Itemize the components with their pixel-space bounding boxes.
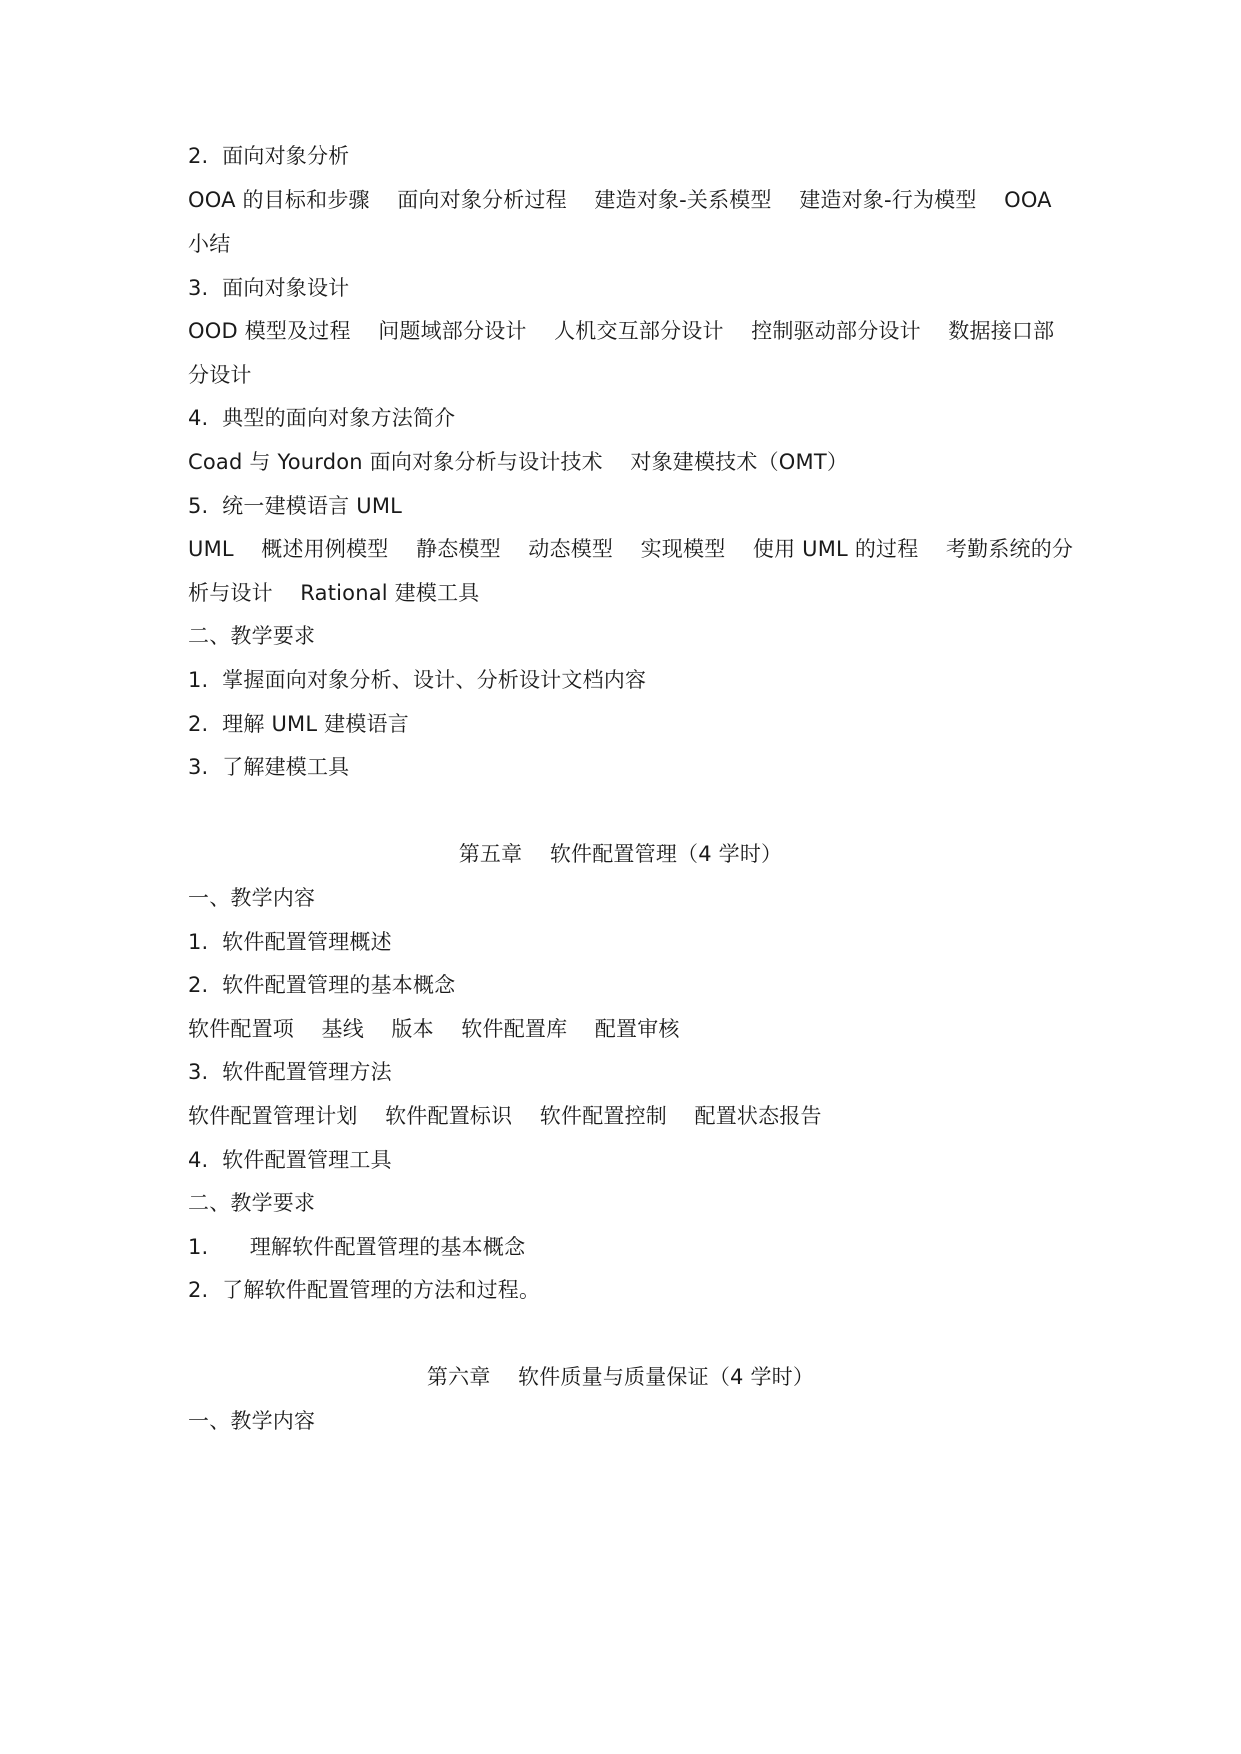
- subsection-heading: 二、教学要求: [188, 1191, 316, 1215]
- body-text: Coad 与 Yourdon 面向对象分析与设计技术 对象建模技术（OMT）: [188, 450, 849, 474]
- body-text: 软件配置管理计划 软件配置标识 软件配置控制 配置状态报告: [188, 1104, 822, 1128]
- section-heading: 4. 软件配置管理工具: [188, 1148, 392, 1172]
- body-text: UML 概述用例模型 静态模型 动态模型 实现模型 使用 UML 的过程 考勤系统的分: [188, 537, 1074, 561]
- subsection-heading: 一、教学内容: [188, 886, 316, 910]
- list-item: 2. 了解软件配置管理的方法和过程。: [188, 1278, 541, 1302]
- body-text: OOD 模型及过程 问题域部分设计 人机交互部分设计 控制驱动部分设计 数据接口部: [188, 319, 1055, 343]
- body-text: 软件配置项 基线 版本 软件配置库 配置审核: [188, 1017, 680, 1041]
- list-item: 1. 理解软件配置管理的基本概念: [188, 1235, 526, 1259]
- section-heading: 5. 统一建模语言 UML: [188, 494, 403, 518]
- body-text: OOA 的目标和步骤 面向对象分析过程 建造对象-关系模型 建造对象-行为模型 OOA: [188, 188, 1052, 212]
- section-heading: 2. 软件配置管理的基本概念: [188, 973, 456, 997]
- section-heading: 2. 面向对象分析: [188, 144, 350, 168]
- chapter-title: 第五章 软件配置管理（4 学时）: [458, 842, 783, 866]
- section-heading: 3. 面向对象设计: [188, 276, 350, 300]
- section-heading: 3. 软件配置管理方法: [188, 1060, 392, 1084]
- body-text: 小结: [188, 232, 231, 256]
- body-text: 析与设计 Rational 建模工具: [188, 581, 480, 605]
- section-heading: 1. 软件配置管理概述: [188, 930, 392, 954]
- chapter-title: 第六章 软件质量与质量保证（4 学时）: [426, 1365, 815, 1389]
- subsection-heading: 一、教学内容: [188, 1409, 316, 1433]
- list-item: 2. 理解 UML 建模语言: [188, 712, 409, 736]
- body-text: 分设计: [188, 363, 252, 387]
- list-item: 3. 了解建模工具: [188, 755, 350, 779]
- list-item: 1. 掌握面向对象分析、设计、分析设计文档内容: [188, 668, 647, 692]
- section-heading: 4. 典型的面向对象方法简介: [188, 406, 456, 430]
- subsection-heading: 二、教学要求: [188, 624, 316, 648]
